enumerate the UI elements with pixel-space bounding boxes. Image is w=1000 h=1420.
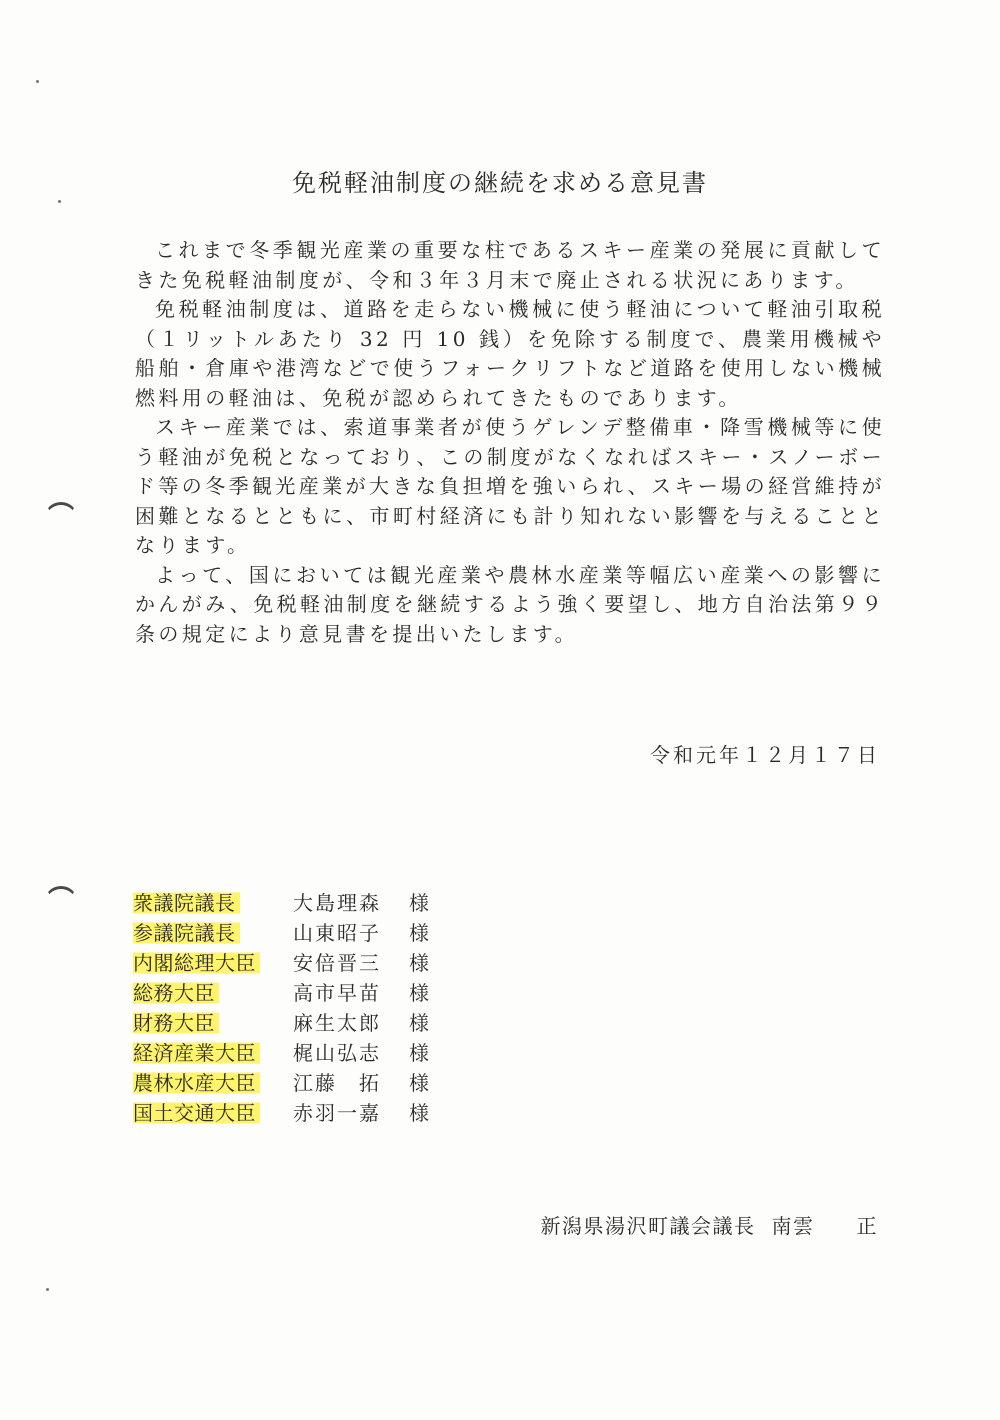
recipient-name: 江藤 拓: [293, 1070, 381, 1095]
document-date: 令和元年１２月１７日: [650, 743, 880, 767]
body-paragraph: スキー産業では、索道事業者が使うゲレンデ整備車・降雪機械等に使う軽油が免税となっており、この制度がなくなればスキー・スノーボード等の冬季観光産業が大きな負担増を強いられ、スキー場の経営維持が困難となるとともに、市町村経済にも計り知れない影響を与えることとなります。: [135, 415, 885, 557]
recipient-row: [133, 1006, 439, 1036]
recipient-role: 国土交通大臣: [133, 1101, 260, 1125]
signature-block: [541, 1210, 879, 1239]
scan-speck: [58, 200, 61, 203]
recipient-honorific: 様: [409, 1070, 429, 1095]
recipient-row: [133, 916, 439, 946]
body-paragraph: 免税軽油制度は、道路を走らない機械に使う軽油について軽油引取税（１リットルあたり 32 円 10 銭）を免除する制度で、農業用機械や船舶・倉庫や港湾などで使うフォークリフトなど道路を使用しない機械燃料用の軽油は、免税が認められてきたものであります。: [135, 297, 885, 410]
recipient-honorific: 様: [409, 920, 429, 945]
recipient-name: 麻生太郎: [293, 1010, 381, 1035]
recipient-name: 大島理森: [293, 890, 381, 915]
recipient-honorific: 様: [409, 1010, 429, 1035]
recipient-row: [133, 1066, 439, 1096]
scan-speck: [36, 80, 39, 83]
signature-given-name: 正: [856, 1214, 878, 1238]
recipient-honorific: 様: [409, 890, 429, 915]
recipient-role: 衆議院議長: [133, 891, 240, 915]
recipient-name: 梶山弘志: [293, 1040, 381, 1065]
document-title: 免税軽油制度の継続を求める意見書: [292, 169, 708, 197]
recipient-role: 総務大臣: [133, 981, 219, 1005]
recipient-name: 山東昭子: [293, 920, 381, 945]
recipient-role: 内閣総理大臣: [133, 951, 260, 975]
signature-surname: 南雲: [771, 1214, 815, 1238]
punch-hole-mark: [44, 502, 78, 536]
recipient-row: [133, 946, 439, 976]
punch-hole-mark: [44, 886, 78, 920]
recipient-role: 農林水産大臣: [133, 1071, 260, 1095]
recipient-honorific: 様: [409, 980, 429, 1005]
recipient-row: [133, 976, 439, 1006]
scan-speck: [46, 1288, 49, 1291]
recipient-row: [133, 886, 439, 916]
recipient-name: 安倍晋三: [293, 950, 381, 975]
document-body: [135, 236, 885, 649]
recipient-name: 赤羽一嘉: [293, 1100, 381, 1125]
recipient-role: 参議院議長: [133, 921, 240, 945]
recipient-role: 財務大臣: [133, 1011, 219, 1035]
recipient-honorific: 様: [409, 1100, 429, 1125]
recipient-honorific: 様: [409, 1040, 429, 1065]
body-paragraph: これまで冬季観光産業の重要な柱であるスキー産業の発展に貢献してきた免税軽油制度が、令和３年３月末で廃止される状況にあります。: [135, 238, 885, 292]
recipient-honorific: 様: [409, 950, 429, 975]
recipient-role: 経済産業大臣: [133, 1041, 260, 1065]
recipient-row: [133, 1036, 439, 1066]
recipient-row: [133, 1096, 439, 1126]
signature-organization: 新潟県湯沢町議会議長: [540, 1214, 756, 1238]
recipient-name: 高市早苗: [293, 980, 381, 1005]
recipient-list: [133, 886, 439, 1126]
body-paragraph: よって、国においては観光産業や農林水産業等幅広い産業への影響にかんがみ、免税軽油制度を継続するよう強く要望し、地方自治法第９９条の規定により意見書を提出いたします。: [135, 562, 885, 646]
